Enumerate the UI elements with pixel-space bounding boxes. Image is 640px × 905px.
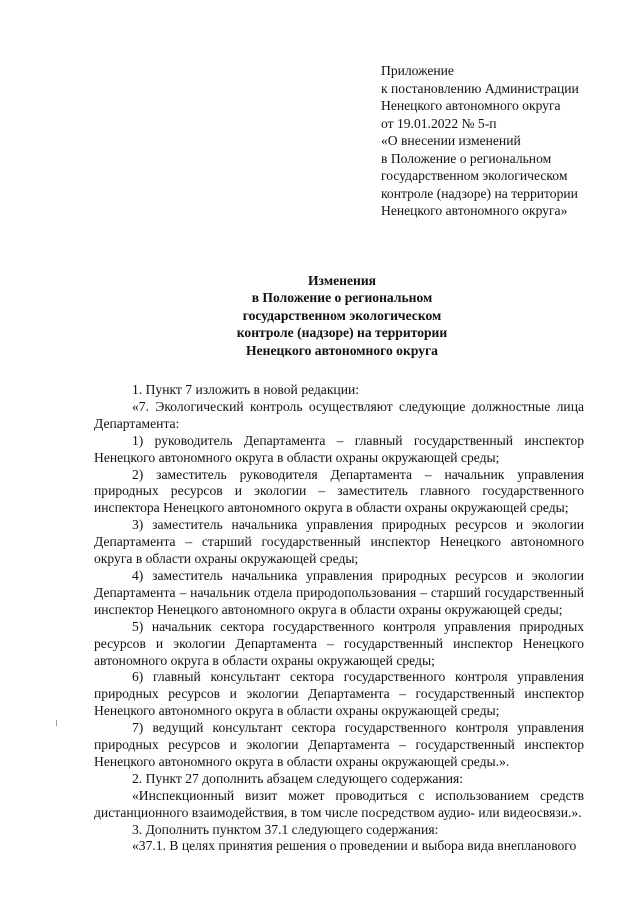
- paragraph: 3. Дополнить пунктом 37.1 следующего содержания:: [132, 821, 439, 837]
- scan-mark: [56, 720, 57, 726]
- appendix-line: к постановлению Администрации: [381, 80, 579, 96]
- paragraph: 7) ведущий консультант сектора государственного контроля управления природных ресурсов и экологии Департамента – государственный инспектор Ненецкого автономного округа в области охраны окружающей среды.».: [94, 720, 584, 769]
- paragraph: 1) руководитель Департамента – главный государственный инспектор Ненецкого автономного округа в области охраны окружающей среды;: [94, 432, 584, 465]
- paragraph: «7. Экологический контроль осуществляют следующие должностные лица Департамента:: [94, 398, 584, 431]
- paragraph: 3) заместитель начальника управления природных ресурсов и экологии Департамента – старший государственный инспектор Ненецкого автономного округа в области охраны окружающей среды;: [94, 517, 584, 567]
- paragraph: 5) начальник сектора государственного контроля управления природных ресурсов и экологии Департамента – государственный инспектор Ненецкого автономного округа в области охраны окружающей среды;: [94, 618, 584, 668]
- paragraph: 2) заместитель руководителя Департамента – начальник управления природных ресурсов и экологии – заместитель главного государственного инспектора Ненецкого автономного округа в области охраны окружающей среды;: [94, 466, 584, 516]
- appendix-line: от 19.01.2022 № 5-п: [381, 115, 497, 131]
- paragraph: «Инспекционный визит может проводиться с использованием средств дистанционного взаимодействия, в том числе посредством аудио- или видеосвязи.».: [94, 787, 584, 820]
- appendix-line: контроле (надзоре) на территории: [381, 185, 578, 201]
- appendix-line: Ненецкого автономного округа: [381, 98, 561, 113]
- paragraph: 1. Пункт 7 изложить в новой редакции:: [132, 382, 360, 397]
- paragraph: 4) заместитель начальника управления природных ресурсов и экологии Департамента – начальник отдела природопользования – старший государственный инспектор Ненецкого автономного округа в области охраны окружающей среды;: [94, 567, 584, 617]
- appendix-block: [381, 62, 631, 220]
- title-line: в Положение о региональном: [251, 290, 433, 306]
- document-title: [100, 272, 584, 359]
- paragraph: 2. Пункт 27 дополнить абзацем следующего содержания:: [132, 770, 464, 786]
- document-body: [94, 382, 584, 855]
- paragraph: «37.1. В целях принятия решения о проведении и выбора вида внепланового: [132, 838, 577, 854]
- title-line: Изменения: [307, 273, 377, 288]
- appendix-line: Ненецкого автономного округа»: [381, 203, 568, 218]
- title-line: государственном экологическом: [242, 307, 442, 323]
- appendix-line: государственном экологическом: [381, 168, 568, 183]
- appendix-line: Приложение: [381, 63, 454, 78]
- paragraph: 6) главный консультант сектора государственного контроля управления природных ресурсов и экологии Департамента – государственный инспектор Ненецкого автономного округа в области охраны окружающей среды;: [94, 669, 584, 719]
- title-line: контроле (надзоре) на территории: [236, 325, 448, 341]
- appendix-line: в Положение о региональном: [381, 150, 552, 166]
- title-line: Ненецкого автономного округа: [246, 342, 438, 358]
- appendix-line: «О внесении изменений: [381, 133, 521, 148]
